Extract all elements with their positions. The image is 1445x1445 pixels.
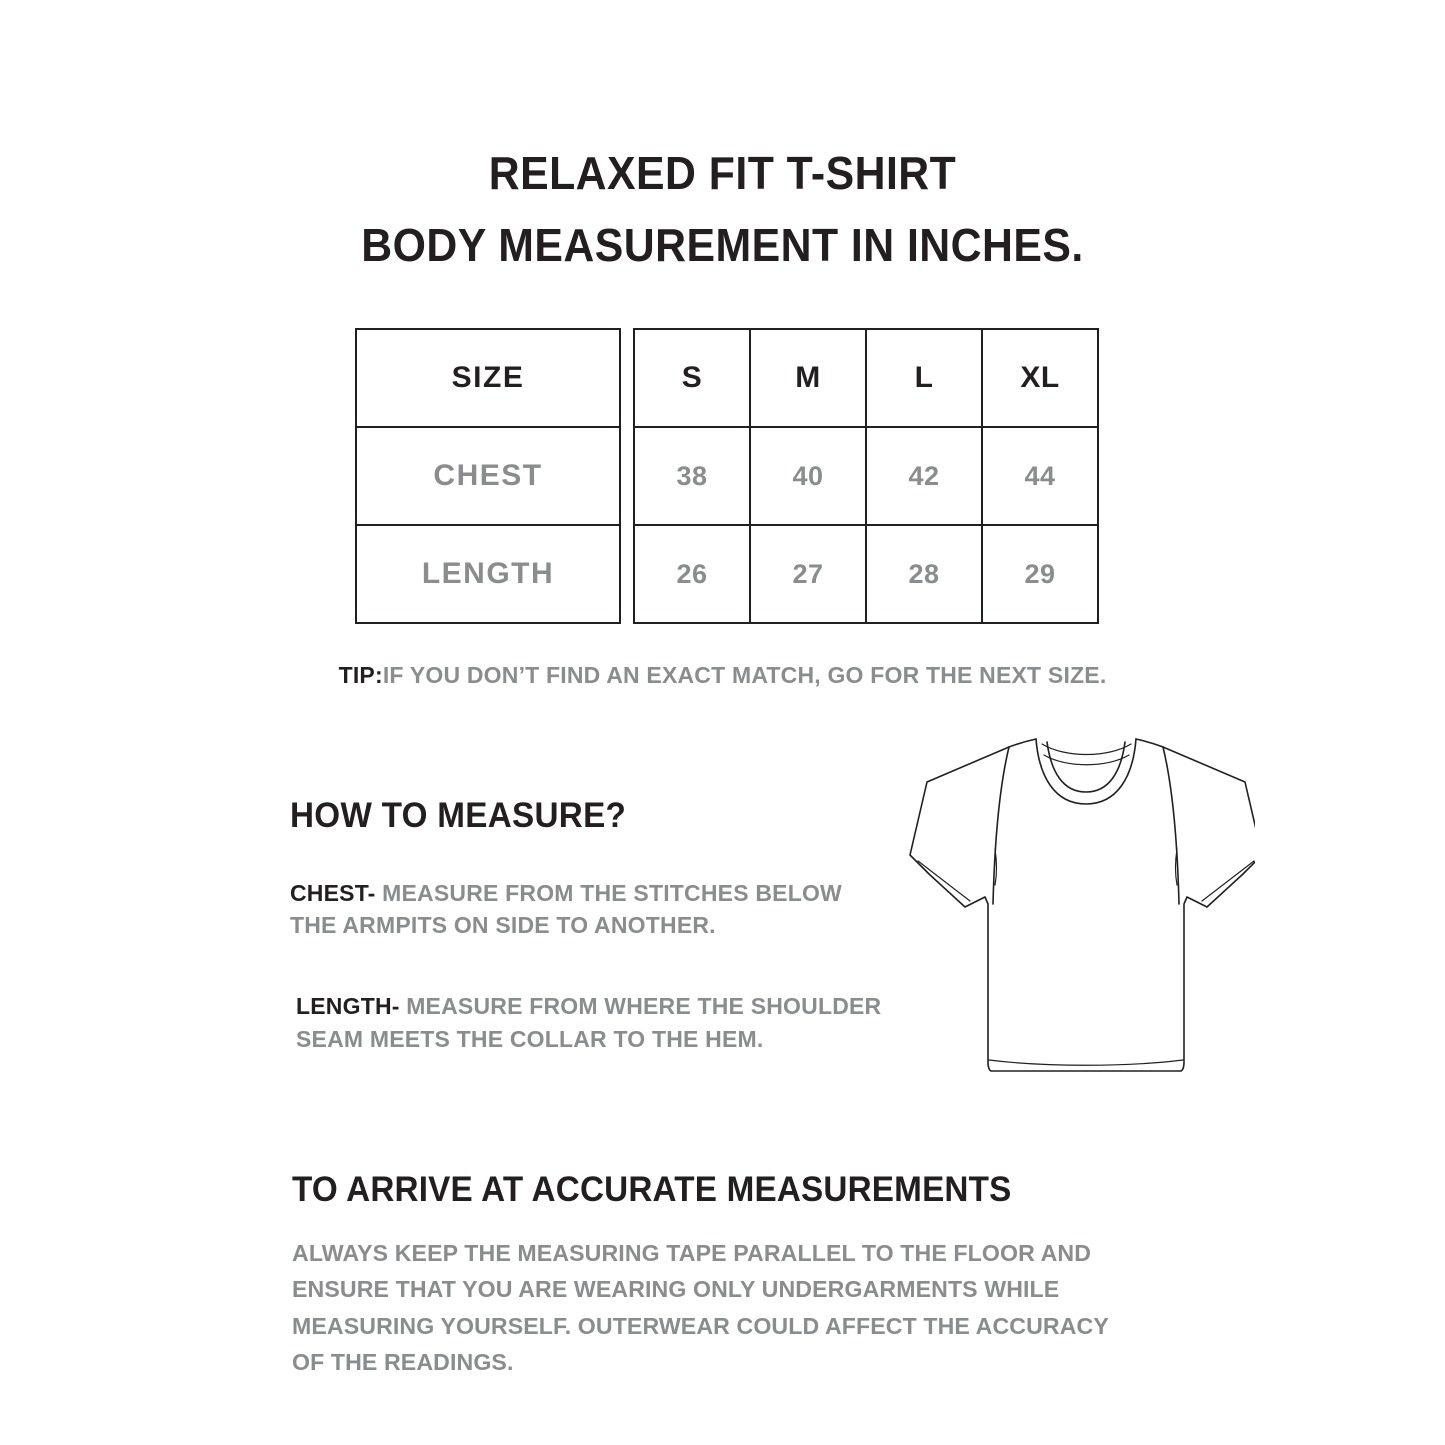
measurement-label-table: [355, 328, 621, 624]
table-gap: [621, 328, 633, 616]
chest-instruction-label: CHEST-: [290, 879, 376, 906]
chest-instruction: [290, 877, 890, 942]
table-row: [634, 525, 1098, 623]
t-shirt-right-cuff-line: [1202, 861, 1254, 901]
chest-value-s: 38: [634, 427, 750, 525]
accurate-measurements-heading: TO ARRIVE AT ACCURATE MEASUREMENTS: [292, 1170, 1012, 1209]
tip-line: [0, 662, 1445, 689]
t-shirt-collar-rib-inner: [1047, 742, 1125, 792]
chest-value-l: 42: [866, 427, 982, 525]
t-shirt-collar-back-upper: [1042, 744, 1131, 755]
length-value-m: 27: [750, 525, 866, 623]
length-instruction-section: [296, 990, 906, 1055]
size-header-m: M: [750, 329, 866, 427]
page-title-block: [0, 147, 1445, 271]
size-chart-tables: [355, 328, 1099, 616]
length-value-s: 26: [634, 525, 750, 623]
length-value-xl: 29: [982, 525, 1098, 623]
table-row: [356, 329, 620, 427]
table-row: [356, 427, 620, 525]
t-shirt-illustration: [905, 722, 1255, 1087]
length-value-l: 28: [866, 525, 982, 623]
table-row: [356, 525, 620, 623]
tip-label: TIP:: [338, 662, 383, 688]
t-shirt-body-outline: [910, 739, 1255, 1071]
length-instruction-label: LENGTH-: [296, 993, 400, 1019]
size-header-l: L: [866, 329, 982, 427]
t-shirt-hem-line: [989, 1060, 1183, 1065]
how-to-measure-heading: HOW TO MEASURE?: [290, 796, 627, 835]
accurate-measurements-text: ALWAYS KEEP THE MEASURING TAPE PARALLEL TO THE FLOOR AND ENSURE THAT YOU ARE WEARING ONLY UNDERGARMENTS WHILE MEASURING YOURSELF. OUTERWEAR COULD AFFECT THE ACCURACY OF THE READINGS.: [292, 1239, 1109, 1376]
table-row: [634, 329, 1098, 427]
size-column-header: SIZE: [356, 329, 620, 427]
chest-instruction-text: MEASURE FROM THE STITCHES BELOW THE ARMPITS ON SIDE TO ANOTHER.: [290, 879, 842, 939]
length-instruction: [296, 990, 906, 1055]
t-shirt-right-drape-crease: [1176, 849, 1178, 885]
page-title-line-2: BODY MEASUREMENT IN INCHES.: [361, 219, 1084, 271]
t-shirt-left-cuff-line: [918, 861, 970, 901]
size-header-xl: XL: [982, 329, 1098, 427]
accurate-measurements-section: [292, 1172, 1152, 1380]
how-to-measure-section: [290, 798, 890, 942]
t-shirt-left-drape-crease: [995, 849, 997, 885]
measurement-values-table: [633, 328, 1099, 624]
tip-text: IF YOU DON’T FIND AN EXACT MATCH, GO FOR THE NEXT SIZE.: [382, 662, 1107, 688]
t-shirt-icon: [905, 722, 1255, 1087]
page-title-line-1: RELAXED FIT T-SHIRT: [488, 147, 957, 199]
row-label-length: LENGTH: [356, 525, 620, 623]
size-header-s: S: [634, 329, 750, 427]
chest-value-xl: 44: [982, 427, 1098, 525]
table-row: [634, 427, 1098, 525]
t-shirt-collar-back-lower: [1044, 755, 1129, 765]
row-label-chest: CHEST: [356, 427, 620, 525]
chest-value-m: 40: [750, 427, 866, 525]
length-instruction-text: MEASURE FROM WHERE THE SHOULDER SEAM MEETS THE COLLAR TO THE HEM.: [296, 993, 882, 1052]
